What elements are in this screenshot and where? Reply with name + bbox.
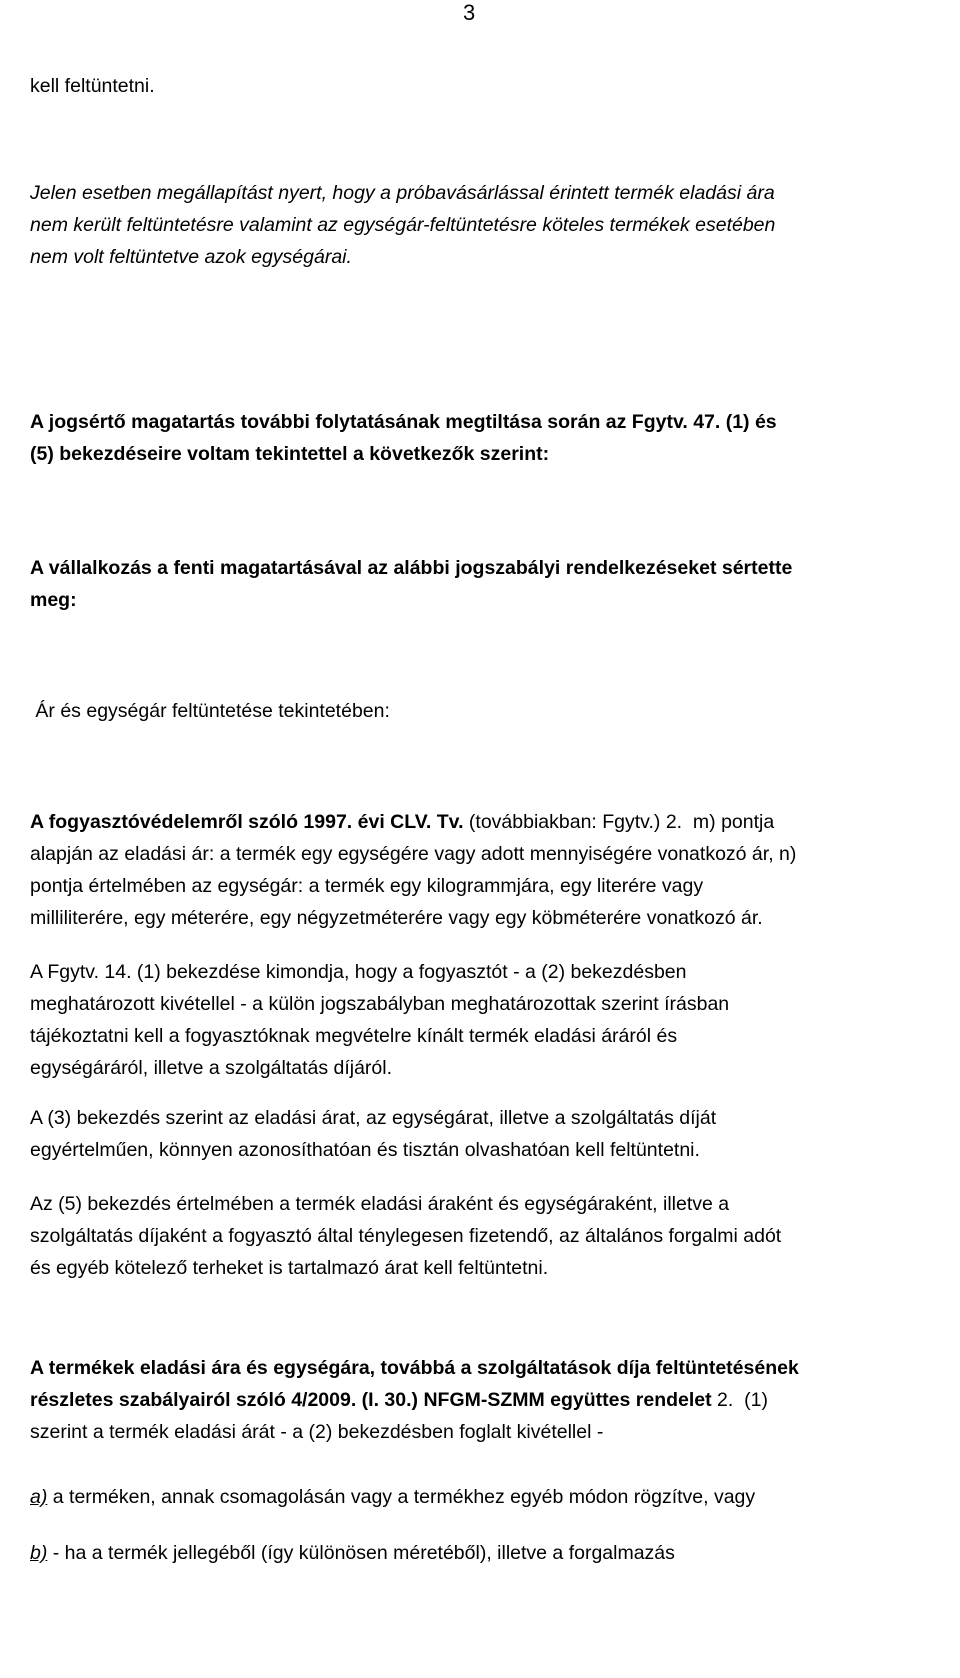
list-item-a [30, 1481, 930, 1513]
text-line: A termékek eladási ára és egységára, továbbá a szolgáltatások díja feltüntetésének [30, 1357, 799, 1379]
text-line [30, 1481, 930, 1513]
text-line: meg: [30, 589, 77, 611]
paragraph-closing-line [30, 70, 930, 102]
text-line: és egyéb kötelező terheket is tartalmazó árat kell feltüntetni. [30, 1257, 549, 1279]
paragraph-fgytv-14 [30, 956, 930, 1084]
text-line: A vállalkozás a fenti magatartásával az alábbi jogszabályi rendelkezéseket sértette [30, 557, 793, 579]
page-number: 3 [463, 0, 476, 25]
list-item-b [30, 1537, 930, 1569]
text-line: Jelen esetben megállapítást nyert, hogy a próbavásárlással érintett termék eladási ára [30, 182, 775, 204]
text-line: pontja értelmében az egységár: a termék egy kilogrammjára, egy literére vagy [30, 875, 704, 897]
list-label: b) [30, 1542, 48, 1564]
heading-prohibition [30, 406, 930, 470]
decree-title: részletes szabályairól szóló 4/2009. (I. 30.) NFGM-SZMM együttes rendelet [30, 1389, 712, 1411]
paragraph-findings [30, 177, 930, 273]
text-line: Az (5) bekezdés értelmében a termék eladási áraként és egységáraként, illetve a [30, 1193, 730, 1215]
list-label: a) [30, 1486, 48, 1508]
text-span: - ha a termék jellegéből (így különösen méretéből), illetve a forgalmazás [47, 1542, 675, 1564]
text-line: (5) bekezdéseire voltam tekintettel a következők szerint: [30, 443, 550, 465]
text-line: meghatározott kivétellel - a külön jogszabályban meghatározottak szerint írásban [30, 993, 730, 1015]
text-line: nem került feltüntetésre valamint az egységár-feltüntetésre köteles termékek esetében [30, 214, 776, 236]
text-line: egységáráról, illetve a szolgáltatás díjáról. [30, 1057, 393, 1079]
paragraph-decree [30, 1352, 930, 1448]
text-span: a terméken, annak csomagolásán vagy a termékhez egyéb módon rögzítve, vagy [47, 1486, 756, 1508]
paragraph-section-3 [30, 1102, 930, 1166]
text-line [30, 1384, 930, 1416]
text-line: kell feltüntetni. [30, 75, 155, 97]
text-line: milliliterére, egy méterére, egy négyzetméterére vagy egy köbméterére vonatkozó ár. [30, 907, 763, 929]
text-line: szolgáltatás díjaként a fogyasztó által ténylegesen fizetendő, az általános forgalmi adót [30, 1225, 782, 1247]
paragraph-fgytv-definitions [30, 806, 930, 934]
heading-violations [30, 552, 930, 616]
text-line: egyértelműen, könnyen azonosíthatóan és tisztán olvashatóan kell feltüntetni. [30, 1139, 700, 1161]
text-line [30, 1537, 930, 1569]
text-line: A (3) bekezdés szerint az eladási árat, az egységárat, illetve a szolgáltatás díját [30, 1107, 717, 1129]
text-line: tájékoztatni kell a fogyasztóknak megvételre kínált termék eladási áráról és [30, 1025, 678, 1047]
text-span: (továbbiakban: Fgytv.) 2. m) pontja [463, 811, 775, 833]
text-line [30, 806, 930, 838]
text-line: nem volt feltüntetve azok egységárai. [30, 246, 352, 268]
text-line: A Fgytv. 14. (1) bekezdése kimondja, hogy a fogyasztót - a (2) bekezdésben [30, 961, 687, 983]
text-line: szerint a termék eladási árát - a (2) bekezdésben foglalt kivétellel - [30, 1421, 604, 1443]
text-span: 2. (1) [711, 1389, 768, 1411]
text-line: alapján az eladási ár: a termék egy egységére vagy adott mennyiségére vonatkozó ár, n) [30, 843, 797, 865]
text-line: A jogsértő magatartás további folytatásának megtiltása során az Fgytv. 47. (1) és [30, 411, 777, 433]
subheading-price-display [30, 695, 930, 727]
paragraph-section-5 [30, 1188, 930, 1284]
law-title: A fogyasztóvédelemről szóló 1997. évi CLV. Tv. [30, 811, 464, 833]
text-line: Ár és egységár feltüntetése tekintetében: [30, 700, 390, 722]
